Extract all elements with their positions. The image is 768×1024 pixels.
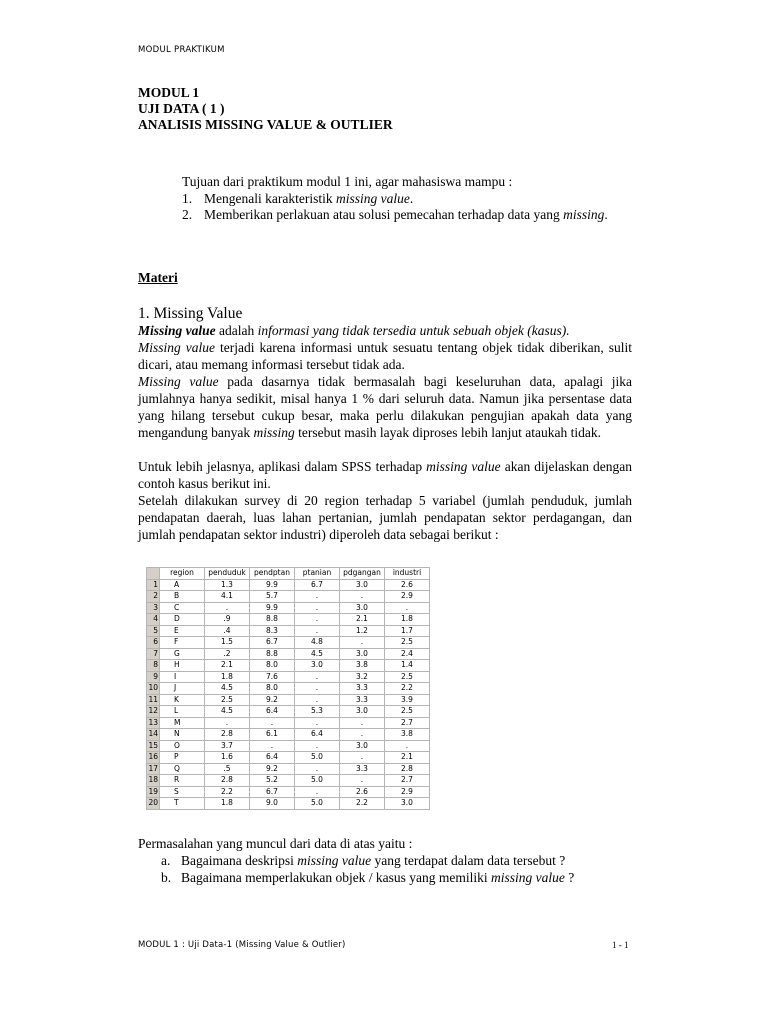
table-row (147, 683, 430, 695)
table-cell: 2.7 (385, 775, 430, 787)
table-cell: 5.0 (295, 798, 340, 810)
table-cell: G (160, 648, 205, 660)
materi-heading: Materi (138, 270, 178, 285)
table-row (147, 798, 430, 810)
table-cell: 2.8 (205, 775, 250, 787)
column-header: pendptan (250, 568, 295, 580)
table-cell: 2.2 (205, 786, 250, 798)
table-cell: R (160, 775, 205, 787)
row-number: 12 (148, 706, 158, 716)
table-cell: 1.8 (205, 671, 250, 683)
table-cell: 2.5 (385, 706, 430, 718)
data-table (146, 567, 430, 810)
row-number: 2 (147, 591, 160, 603)
objectives-list (182, 191, 632, 224)
table-cell: 3.0 (340, 579, 385, 591)
table-row (147, 729, 430, 741)
table-cell: 2.7 (385, 717, 430, 729)
row-number: 18 (148, 775, 158, 785)
table-cell: 2.1 (205, 660, 250, 672)
table-cell: 6.7 (250, 786, 295, 798)
table-row (147, 752, 430, 764)
problem-item: a. Bagaimana deskripsi missing value yang terdapat dalam data tersebut ? (161, 853, 566, 868)
table-cell: . (340, 729, 385, 741)
table-cell: 2.9 (385, 591, 430, 603)
column-header: region (160, 568, 205, 580)
table-cell: 2.6 (340, 786, 385, 798)
table-row (147, 614, 430, 626)
table-cell: . (295, 591, 340, 603)
table-cell: . (340, 775, 385, 787)
table-cell: Q (160, 763, 205, 775)
table-cell: 3.0 (340, 706, 385, 718)
table-cell: 3.2 (340, 671, 385, 683)
definition-paragraph: Missing value adalah informasi yang tidak tersedia untuk sebuah objek (kasus). (138, 323, 570, 338)
table-cell: 1.8 (205, 798, 250, 810)
table-cell: 4.1 (205, 591, 250, 603)
table-cell: F (160, 637, 205, 649)
table-cell: 2.9 (385, 786, 430, 798)
table-cell: . (295, 786, 340, 798)
table-row (147, 694, 430, 706)
objectives (182, 174, 632, 224)
page-number: 1 - 1 (612, 940, 629, 950)
table-cell: 3.3 (340, 763, 385, 775)
table-cell: J (160, 683, 205, 695)
table-cell: K (160, 694, 205, 706)
table-cell: .5 (205, 763, 250, 775)
table-cell: 6.7 (295, 579, 340, 591)
table-cell: 2.5 (385, 671, 430, 683)
table-cell: C (160, 602, 205, 614)
table-cell: . (295, 740, 340, 752)
table-cell: N (160, 729, 205, 741)
table-cell: P (160, 752, 205, 764)
table-cell: 2.2 (385, 683, 430, 695)
table-cell: B (160, 591, 205, 603)
table-cell: I (160, 671, 205, 683)
table-row (147, 706, 430, 718)
column-header: ptanian (295, 568, 340, 580)
table-cell: . (295, 625, 340, 637)
table-cell: . (340, 591, 385, 603)
column-header: penduduk (205, 568, 250, 580)
table-cell: . (295, 694, 340, 706)
table-row (147, 637, 430, 649)
table-cell: 3.0 (385, 798, 430, 810)
table-cell: 2.1 (340, 614, 385, 626)
table-row (147, 786, 430, 798)
table-cell: 6.1 (250, 729, 295, 741)
table-cell: 2.5 (385, 637, 430, 649)
table-cell: 8.8 (250, 648, 295, 660)
table-cell: 9.2 (250, 694, 295, 706)
cause-paragraph: Missing value terjadi karena informasi untuk sesuatu tentang objek tidak diberikan, sulit dicari, atau memang informasi tersebut tidak ada. (138, 340, 632, 372)
row-number: 13 (148, 717, 158, 727)
table-cell: 1.7 (385, 625, 430, 637)
table-cell: O (160, 740, 205, 752)
table-cell: 9.9 (250, 602, 295, 614)
row-number: 6 (147, 637, 160, 649)
table-row (147, 740, 430, 752)
table-cell: 8.0 (250, 660, 295, 672)
table-cell: 3.9 (385, 694, 430, 706)
table-header-row (147, 568, 430, 580)
table-cell: 3.0 (340, 602, 385, 614)
table-cell: . (340, 717, 385, 729)
table-cell: . (205, 717, 250, 729)
table-cell: . (340, 637, 385, 649)
row-number: 4 (147, 614, 160, 626)
table-cell: 7.6 (250, 671, 295, 683)
impact-paragraph: Missing value pada dasarnya tidak bermasalah bagi keseluruhan data, apalagi jika jumlahnya hanya sedikit, misal hanya 1 % dari seluruh data. Namun jika persentase data yang hilang tersebut cukup besar, maka perlu dilakukan pengujian apakah data yang mengandung banyak missing tersebut masih layak diproses lebih lanjut ataukah tidak. (138, 374, 632, 440)
table-cell: 6.4 (250, 752, 295, 764)
module-titles (138, 85, 393, 133)
table-cell: . (295, 614, 340, 626)
table-row (147, 648, 430, 660)
table-cell: T (160, 798, 205, 810)
table-cell: 3.8 (340, 660, 385, 672)
table-cell: 4.5 (295, 648, 340, 660)
table-cell: 2.4 (385, 648, 430, 660)
table-cell: 2.6 (385, 579, 430, 591)
table-cell: .9 (205, 614, 250, 626)
table-cell: M (160, 717, 205, 729)
table-cell: .4 (205, 625, 250, 637)
table-cell: 2.2 (340, 798, 385, 810)
table-cell: 4.5 (205, 706, 250, 718)
objectives-lead: Tujuan dari praktikum modul 1 ini, agar mahasiswa mampu : (182, 174, 513, 189)
table-cell: 3.0 (340, 740, 385, 752)
spss-paragraph: Untuk lebih jelasnya, aplikasi dalam SPSS terhadap missing value akan dijelaskan dengan contoh kasus berikut ini. (138, 459, 632, 491)
table-cell: .2 (205, 648, 250, 660)
table-cell: A (160, 579, 205, 591)
table-cell: 1.4 (385, 660, 430, 672)
table-row (147, 717, 430, 729)
table-cell: L (160, 706, 205, 718)
table-cell: 6.4 (295, 729, 340, 741)
module-subtitle: UJI DATA ( 1 ) (138, 101, 225, 116)
table-cell: D (160, 614, 205, 626)
row-number: 1 (147, 579, 160, 591)
objective-item: 1. Mengenali karakteristik missing value. (182, 190, 414, 206)
table-cell: . (295, 683, 340, 695)
table-cell: 4.8 (295, 637, 340, 649)
table-cell: 1.2 (340, 625, 385, 637)
column-header: pdgangan (340, 568, 385, 580)
table-cell: . (340, 752, 385, 764)
row-number: 11 (148, 694, 158, 704)
table-cell: 1.8 (385, 614, 430, 626)
table-body (147, 579, 430, 809)
table-cell: 1.3 (205, 579, 250, 591)
survey-paragraph: Setelah dilakukan survey di 20 region terhadap 5 variabel (jumlah penduduk, jumlah pendapatan daerah, luas lahan pertanian, jumlah pendapatan sektor perdagangan, dan jumlah pendapatan sektor industri) diperoleh data sebagai berikut : (138, 493, 632, 542)
table-cell: 5.7 (250, 591, 295, 603)
table-cell: . (295, 602, 340, 614)
table-cell: 5.0 (295, 752, 340, 764)
table-cell: 5.0 (295, 775, 340, 787)
problems (138, 835, 632, 886)
objective-item: 2. Memberikan perlakuan atau solusi pemecahan terhadap data yang missing. (182, 207, 608, 222)
table-cell: 5.3 (295, 706, 340, 718)
table-cell: 8.0 (250, 683, 295, 695)
row-number: 8 (147, 660, 160, 672)
table-row (147, 602, 430, 614)
table-cell: . (295, 763, 340, 775)
table-cell: 2.8 (205, 729, 250, 741)
row-number: 14 (148, 729, 158, 739)
table-row (147, 671, 430, 683)
table-row (147, 660, 430, 672)
module-topic: ANALISIS MISSING VALUE & OUTLIER (138, 117, 393, 132)
row-number: 19 (148, 786, 158, 796)
table-cell: . (295, 717, 340, 729)
section-body (138, 322, 632, 543)
table-cell: 9.9 (250, 579, 295, 591)
table-cell: 6.7 (250, 637, 295, 649)
problems-list (138, 852, 632, 886)
table-cell: 8.3 (250, 625, 295, 637)
section-heading: 1. Missing Value (138, 305, 243, 322)
row-number: 7 (147, 648, 160, 660)
table-cell: H (160, 660, 205, 672)
row-number: 20 (148, 798, 158, 808)
table-corner (147, 568, 160, 580)
table-cell: . (250, 717, 295, 729)
row-number: 5 (147, 625, 160, 637)
table-cell: 8.8 (250, 614, 295, 626)
table-cell: 9.2 (250, 763, 295, 775)
running-footer: MODUL 1 : Uji Data-1 (Missing Value & Outlier) (138, 940, 346, 950)
table-cell: 2.5 (205, 694, 250, 706)
table-row (147, 763, 430, 775)
table-cell: 1.5 (205, 637, 250, 649)
table-cell: 3.3 (340, 683, 385, 695)
row-number: 16 (148, 752, 158, 762)
table-cell: . (250, 740, 295, 752)
table-cell: . (295, 671, 340, 683)
table-row (147, 775, 430, 787)
problem-item: b. Bagaimana memperlakukan objek / kasus yang memiliki missing value ? (161, 870, 575, 885)
table-cell: 3.3 (340, 694, 385, 706)
row-number: 15 (148, 740, 158, 750)
table-cell: 2.1 (385, 752, 430, 764)
table-row (147, 625, 430, 637)
table-cell: 6.4 (250, 706, 295, 718)
problems-lead: Permasalahan yang muncul dari data di atas yaitu : (138, 836, 413, 851)
table-row (147, 579, 430, 591)
table-cell: 3.0 (340, 648, 385, 660)
table-cell: 2.8 (385, 763, 430, 775)
table-cell: . (385, 740, 430, 752)
table-cell: 5.2 (250, 775, 295, 787)
module-number: MODUL 1 (138, 85, 200, 100)
table-cell: S (160, 786, 205, 798)
row-number: 10 (148, 683, 158, 693)
table-cell: 3.8 (385, 729, 430, 741)
table-row (147, 591, 430, 603)
row-number: 3 (147, 602, 160, 614)
column-header: industri (385, 568, 430, 580)
table-cell: 9.0 (250, 798, 295, 810)
row-number: 9 (147, 671, 160, 683)
table-cell: E (160, 625, 205, 637)
table-cell: 4.5 (205, 683, 250, 695)
running-header: MODUL PRAKTIKUM (138, 45, 225, 55)
table-cell: . (205, 602, 250, 614)
table-cell: . (385, 602, 430, 614)
table-cell: 1.6 (205, 752, 250, 764)
table-cell: 3.0 (295, 660, 340, 672)
table-cell: 3.7 (205, 740, 250, 752)
row-number: 17 (148, 763, 158, 773)
